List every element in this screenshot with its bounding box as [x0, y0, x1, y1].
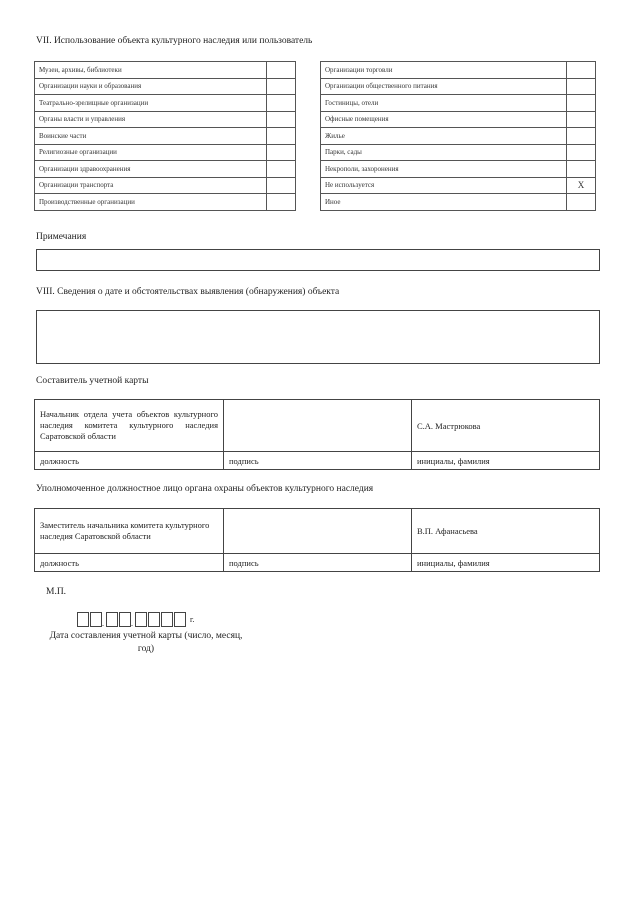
date-day-digit-1[interactable]: [77, 612, 89, 627]
usage-checkbox[interactable]: [567, 144, 596, 161]
usage-label: Организации науки и образования: [35, 78, 267, 95]
usage-checkbox[interactable]: [567, 161, 596, 178]
date-caption: [36, 630, 256, 656]
date-month-digit-2[interactable]: [119, 612, 131, 627]
compiler-label-position: должность: [35, 452, 224, 470]
date-year-digit-2[interactable]: [148, 612, 160, 627]
usage-checkbox[interactable]: [567, 78, 596, 95]
usage-row: [321, 144, 596, 161]
usage-checkbox[interactable]: [267, 161, 296, 178]
usage-row: [321, 161, 596, 178]
official-label-signature: подпись: [224, 554, 412, 572]
usage-row: [35, 95, 296, 112]
usage-label: Некрополи, захоронения: [321, 161, 567, 178]
usage-row: [321, 62, 596, 79]
usage-row: [35, 62, 296, 79]
usage-row: [35, 78, 296, 95]
usage-row: [35, 111, 296, 128]
usage-label: Производственные организации: [35, 194, 267, 211]
usage-label: Офисные помещения: [321, 111, 567, 128]
date-input-group[interactable]: . . г.: [76, 610, 194, 628]
official-label-position: должность: [35, 554, 224, 572]
usage-row: [35, 144, 296, 161]
official-position: Заместитель начальника комитета культурного наследия Саратовской области: [40, 520, 210, 541]
usage-checkbox[interactable]: [267, 62, 296, 79]
official-heading: Уполномоченное должностное лицо органа охраны объектов культурного наследия: [36, 484, 374, 494]
usage-checkbox[interactable]: [267, 177, 296, 194]
usage-row: [321, 128, 596, 145]
date-year-digit-4[interactable]: [174, 612, 186, 627]
date-month-digit-1[interactable]: [106, 612, 118, 627]
compiler-label-name: инициалы, фамилия: [412, 452, 600, 470]
usage-row: [321, 177, 596, 194]
date-year-digit-1[interactable]: [135, 612, 147, 627]
usage-checkbox[interactable]: X: [567, 177, 596, 194]
date-year-suffix: г.: [190, 614, 195, 624]
usage-table-left: [34, 61, 296, 211]
usage-checkbox[interactable]: [267, 78, 296, 95]
usage-label: Жилье: [321, 128, 567, 145]
usage-checkbox[interactable]: [267, 144, 296, 161]
usage-label: Иное: [321, 194, 567, 211]
compiler-heading: Составитель учетной карты: [36, 376, 149, 386]
date-day-digit-2[interactable]: [90, 612, 102, 627]
official-signature-table: [34, 508, 600, 572]
compiler-label-signature: подпись: [224, 452, 412, 470]
section-8-title: VIII. Сведения о дате и обстоятельствах выявления (обнаружения) объекта: [36, 287, 340, 297]
usage-label: Организации торговли: [321, 62, 567, 79]
usage-label: Организации общественного питания: [321, 78, 567, 95]
usage-row: [321, 95, 596, 112]
usage-row: [321, 194, 596, 211]
usage-label: Организации здравоохранения: [35, 161, 267, 178]
usage-row: [35, 128, 296, 145]
official-name: В.П. Афанасьева: [412, 509, 600, 554]
usage-checkbox[interactable]: [267, 194, 296, 211]
usage-row: [35, 177, 296, 194]
usage-label: Не используется: [321, 177, 567, 194]
usage-row: [35, 161, 296, 178]
usage-checkbox[interactable]: [567, 194, 596, 211]
official-label-name: инициалы, фамилия: [412, 554, 600, 572]
usage-label: Воинские части: [35, 128, 267, 145]
usage-checkbox[interactable]: [567, 111, 596, 128]
usage-checkbox[interactable]: [267, 111, 296, 128]
compiler-name: С.А. Мастрюкова: [412, 400, 600, 452]
compiler-signature-table: [34, 399, 600, 470]
usage-label: Музеи, архивы, библиотеки: [35, 62, 267, 79]
date-caption-line-1: Дата составления учетной карты (число, месяц,: [49, 631, 243, 641]
usage-row: [321, 78, 596, 95]
discovery-details-field[interactable]: [36, 310, 600, 364]
stamp-label: М.П.: [46, 587, 67, 597]
usage-checkbox[interactable]: [567, 62, 596, 79]
usage-label: Гостиницы, отели: [321, 95, 567, 112]
usage-checkbox[interactable]: [567, 128, 596, 145]
date-caption-line-2: год): [137, 644, 155, 654]
usage-checkbox[interactable]: [267, 95, 296, 112]
usage-row: [321, 111, 596, 128]
usage-label: Органы власти и управления: [35, 111, 267, 128]
usage-checkbox[interactable]: [267, 128, 296, 145]
usage-label: Театрально-зрелищные организации: [35, 95, 267, 112]
usage-label: Парки, сады: [321, 144, 567, 161]
usage-row: [35, 194, 296, 211]
usage-label: Организации транспорта: [35, 177, 267, 194]
compiler-signature-field[interactable]: [224, 400, 412, 452]
notes-label: Примечания: [36, 232, 87, 242]
notes-field[interactable]: [36, 249, 600, 271]
usage-checkbox[interactable]: [567, 95, 596, 112]
usage-label: Религиозные организации: [35, 144, 267, 161]
compiler-position: Начальник отдела учета объектов культурного наследия комитета культурного наследия Саратовской области: [40, 409, 218, 441]
usage-table-right: [320, 61, 596, 211]
section-7-title: VII. Использование объекта культурного наследия или пользователь: [36, 36, 313, 46]
date-year-digit-3[interactable]: [161, 612, 173, 627]
official-signature-field[interactable]: [224, 509, 412, 554]
